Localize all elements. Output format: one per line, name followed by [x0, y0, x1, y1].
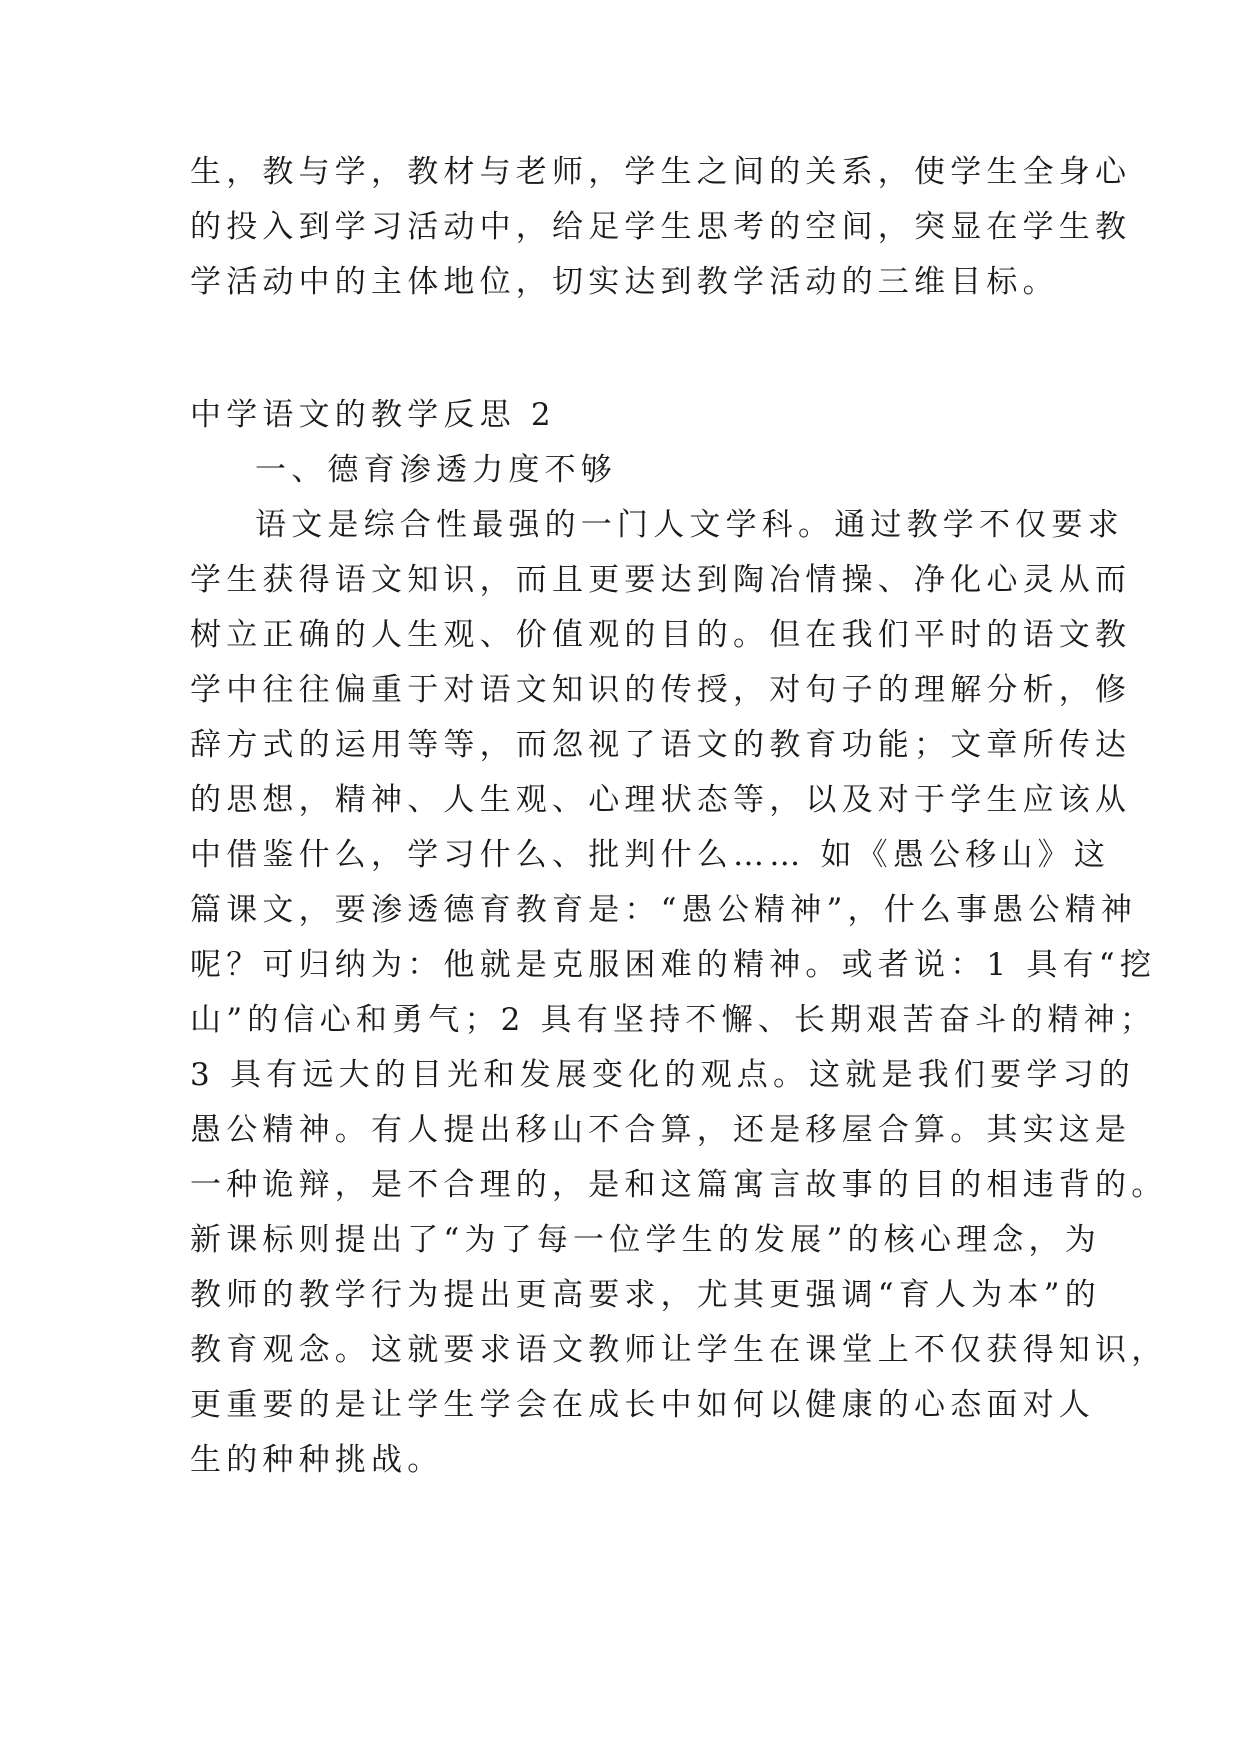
paragraph-line: 学生获得语文知识，而且更要达到陶冶情操、净化心灵从而: [190, 562, 1132, 598]
paragraph-line: 教育观念。这就要求语文教师让学生在课堂上不仅获得知识，: [190, 1332, 1168, 1368]
paragraph-line: 一种诡辩，是不合理的，是和这篇寓言故事的目的相违背的。: [190, 1167, 1168, 1203]
paragraph-line: 树立正确的人生观、价值观的目的。但在我们平时的语文教: [190, 617, 1132, 653]
paragraph-line: 中借鉴什么，学习什么、批判什么…… 如《愚公移山》这: [190, 837, 1111, 873]
paragraph-line: 学活动中的主体地位，切实达到教学活动的三维目标。: [190, 264, 1059, 300]
paragraph-line: 的思想，精神、人生观、心理状态等，以及对于学生应该从: [190, 782, 1132, 818]
paragraph-line: 愚公精神。有人提出移山不合算，还是移屋合算。其实这是: [190, 1112, 1132, 1148]
paragraph-line: 教师的教学行为提出更高要求，尤其更强调“育人为本”的: [190, 1277, 1101, 1313]
paragraph-line: 山”的信心和勇气；2 具有坚持不懈、长期艰苦奋斗的精神；: [190, 1002, 1157, 1038]
paragraph-line: 生，教与学，教材与老师，学生之间的关系，使学生全身心: [190, 154, 1132, 190]
paragraph-line: 辞方式的运用等等，而忽视了语文的教育功能；文章所传达: [190, 727, 1132, 763]
paragraph-line: 语文是综合性最强的一门人文学科。通过教学不仅要求: [255, 507, 1124, 543]
paragraph-line: 学中往往偏重于对语文知识的传授，对句子的理解分析，修: [190, 672, 1132, 708]
paragraph-line: 生的种种挑战。: [190, 1442, 444, 1478]
paragraph-line: 3 具有远大的目光和发展变化的观点。这就是我们要学习的: [190, 1057, 1135, 1093]
paragraph-line: 的投入到学习活动中，给足学生思考的空间，突显在学生教: [190, 209, 1132, 245]
paragraph-line: 篇课文，要渗透德育教育是：“愚公精神”，什么事愚公精神: [190, 892, 1138, 928]
paragraph-line: 新课标则提出了“为了每一位学生的发展”的核心理念，为: [190, 1222, 1101, 1258]
paragraph-line: 呢？可归纳为：他就是克服困难的精神。或者说：1 具有“挖: [190, 947, 1157, 983]
subheading: 一、德育渗透力度不够: [255, 452, 617, 488]
paragraph-line: 更重要的是让学生学会在成长中如何以健康的心态面对人: [190, 1387, 1095, 1423]
section-title: 中学语文的教学反思 2: [190, 397, 556, 433]
